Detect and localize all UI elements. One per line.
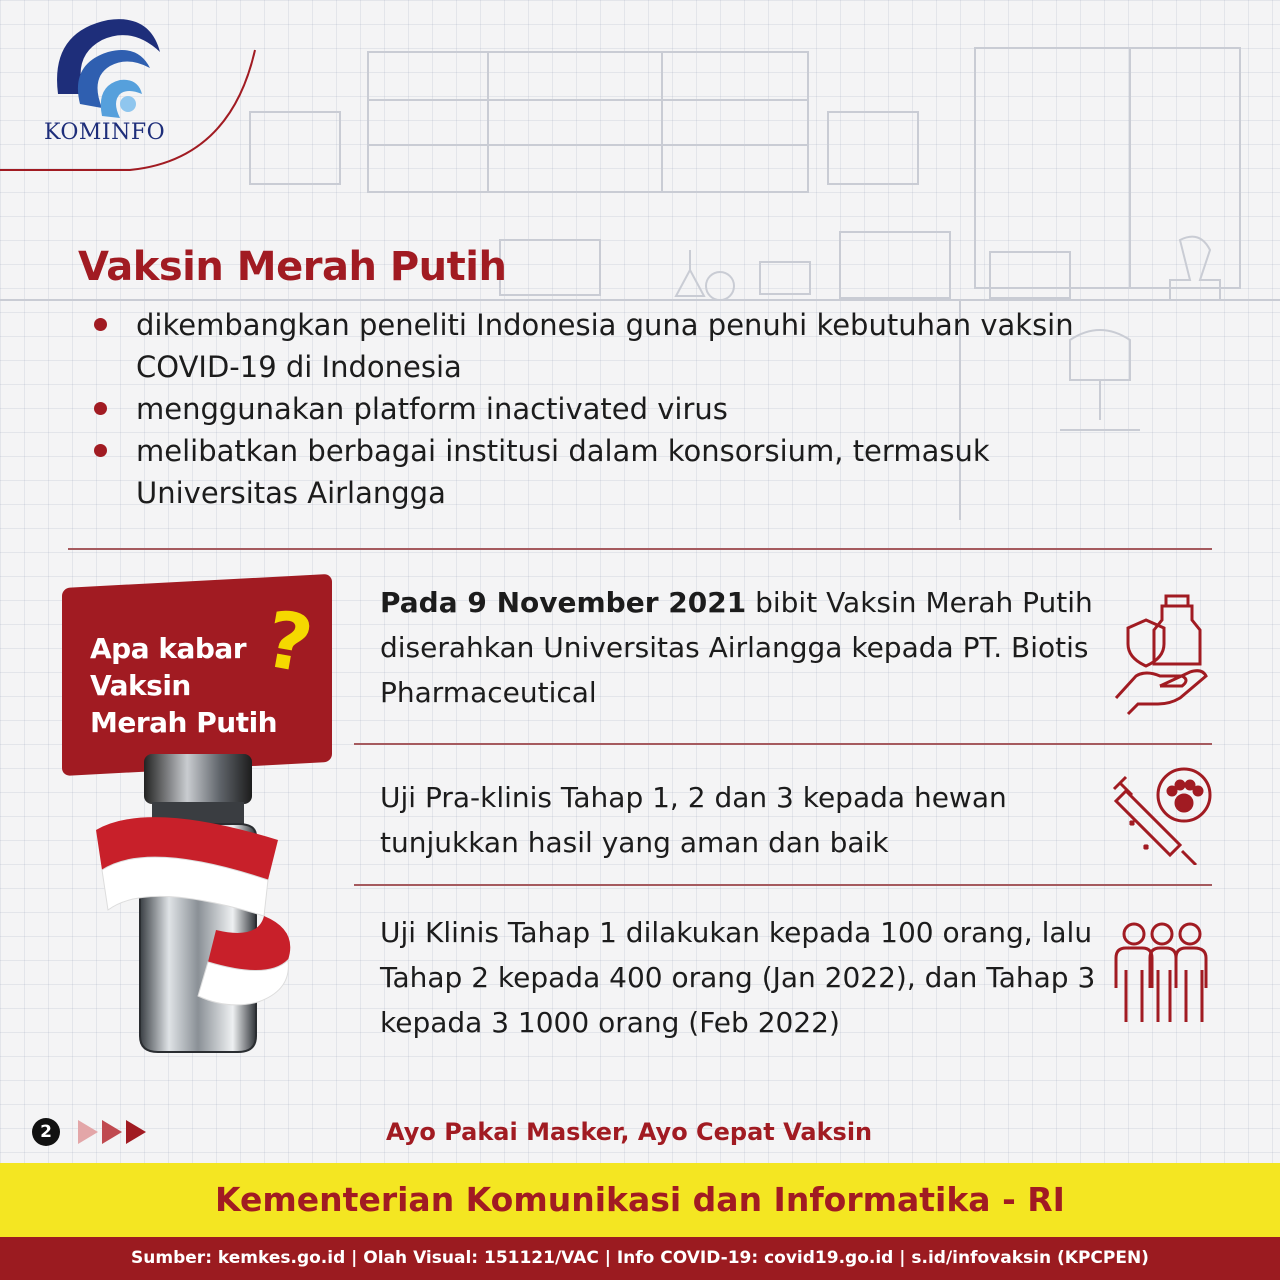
question-line: Vaksin [90,669,191,702]
vaccine-hand-icon [1112,590,1216,720]
question-line: Apa kabar [90,632,247,665]
bullet-item [92,388,1092,430]
vaccine-vial-icon [88,740,318,1060]
bullet-text: menggunakan platform inactivated virus [136,392,728,426]
info-body: Uji Klinis Tahap 1 dilakukan kepada 100 orang, lalu Tahap 2 kepada 400 orang (Jan 2022), dan Tahap 3 kepada 3 1000 orang (Feb 2022) [380,916,1096,1039]
page-title: Vaksin Merah Putih [78,244,507,290]
question-card-title [90,630,290,741]
bullet-text: dikembangkan peneliti Indonesia guna penuhi kebutuhan vaksin COVID-19 di Indonesia [136,308,1074,384]
question-line: Merah Putih [90,706,278,739]
next-arrows-icon [76,1118,152,1146]
row-divider [354,743,1212,745]
page-number-badge: 2 [32,1118,60,1146]
row-divider [354,884,1212,886]
bullet-text: melibatkan berbagai institusi dalam konsorsium, termasuk Universitas Airlangga [136,434,990,510]
slogan-text: Ayo Pakai Masker, Ayo Cepat Vaksin [386,1118,873,1146]
source-text: Sumber: kemkes.go.id | Olah Visual: 151121/VAC | Info COVID-19: covid19.go.id | s.id/infovaksin (KPCPEN) [131,1248,1149,1268]
question-mark-icon: ? [258,594,319,692]
ministry-name: Kementerian Komunikasi dan Informatika - RI [215,1180,1065,1219]
info-body: Uji Pra-klinis Tahap 1, 2 dan 3 kepada hewan tunjukkan hasil yang aman dan baik [380,781,1007,859]
info-clinical-text [380,910,1120,1045]
people-group-icon [1110,918,1214,1026]
bullet-dot-icon [94,402,107,415]
info-preclinical-text [380,775,1100,865]
bullet-dot-icon [94,318,107,331]
section-divider [68,548,1212,550]
bullet-item [92,430,1092,514]
kominfo-logo-icon [50,12,165,127]
info-date: Pada 9 November 2021 [380,586,747,619]
info-milestone-text [380,580,1120,715]
info-body: bibit Vaksin Merah Putih diserahkan Universitas Airlangga kepada PT. Biotis Pharmaceutical [380,586,1093,709]
syringe-paw-icon [1110,765,1216,865]
bullet-item [92,304,1092,388]
bullet-dot-icon [94,444,107,457]
bullet-list [92,304,1092,514]
logo-text: KOMINFO [44,120,166,145]
